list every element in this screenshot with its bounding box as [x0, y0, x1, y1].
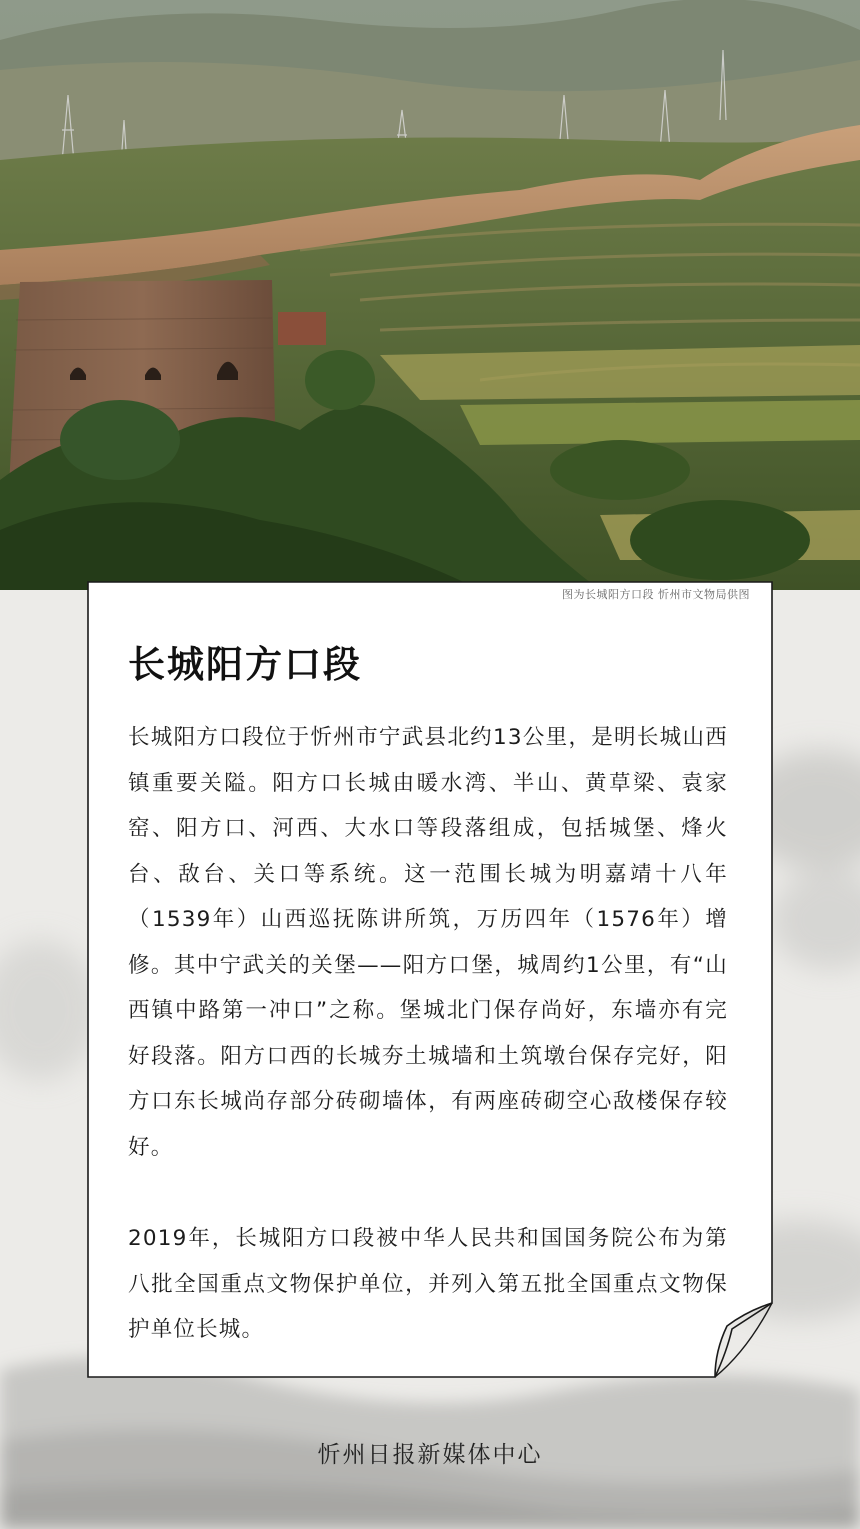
hero-photo — [0, 0, 860, 590]
footer-publisher: 忻州日报新媒体中心 — [317, 1442, 543, 1468]
article-paragraph: 长城阳方口段位于忻州市宁武县北约13公里，是明长城山西镇重要关隘。阳方口长城由暖水湾、半山、黄草梁、袁家窑、阳方口、河西、大水口等段落组成，包括城堡、烽火台、敌台、关口等系统。这一范围长城为明嘉靖十八年（1539年）山西巡抚陈讲所筑，万历四年（1576年）增修。其中宁武关的关堡——阳方口堡，城周约1公里，有“山西镇中路第一冲口”之称。堡城北门保存尚好，东墙亦有完好段落。阳方口西的长城夯土城墙和土筑墩台保存完好，阳方口东长城尚存部分砖砌墙体，有两座砖砌空心敌楼保存较好。 — [128, 725, 728, 1160]
article-content — [128, 639, 728, 1353]
article-body — [128, 715, 728, 1353]
article-card — [87, 581, 773, 1378]
photo-credit: 图为长城阳方口段 忻州市文物局供图 — [562, 588, 750, 601]
article-paragraph: 2019年，长城阳方口段被中华人民共和国国务院公布为第八批全国重点文物保护单位，并列入第五批全国重点文物保护单位长城。 — [128, 1226, 728, 1342]
great-wall-landscape-photo — [0, 0, 860, 590]
article-title: 长城阳方口段 — [128, 643, 362, 686]
